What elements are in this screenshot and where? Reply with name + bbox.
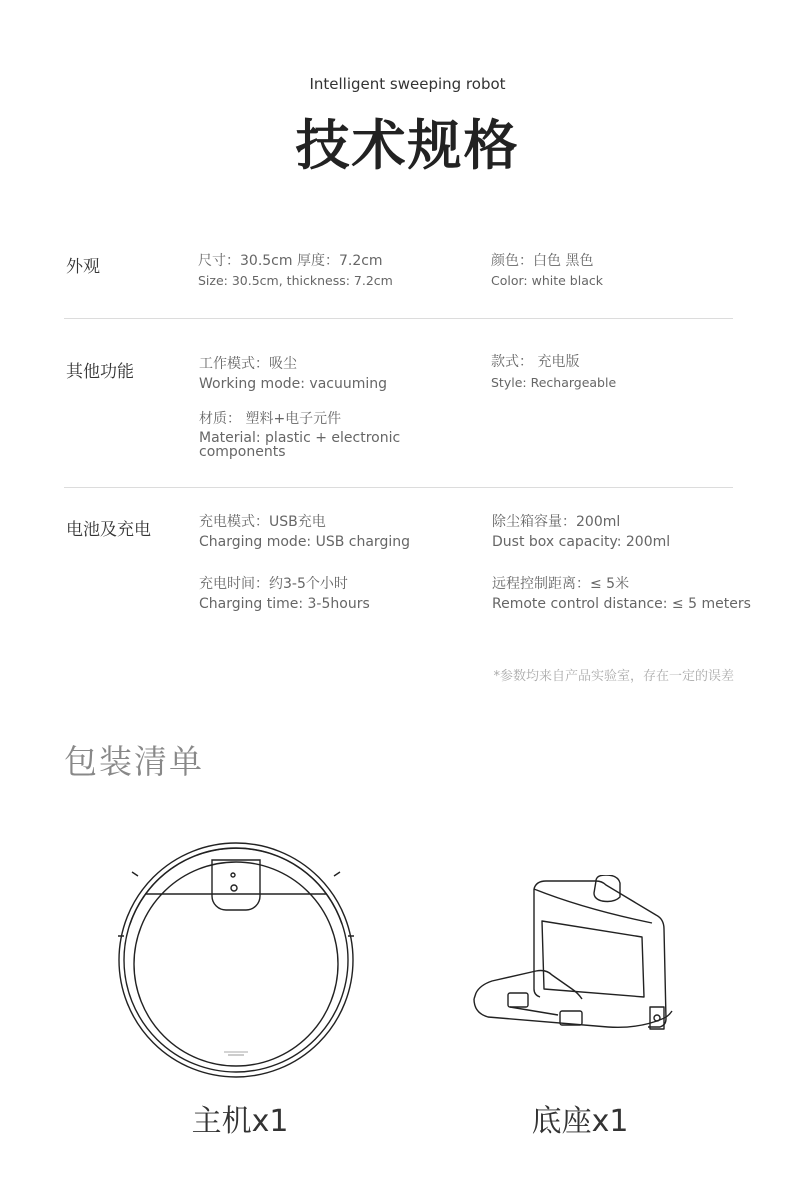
spec-charging-mode bbox=[199, 514, 410, 550]
spec-material-cn: 材质： 塑料+电子元件 bbox=[199, 411, 342, 427]
spec-style-en: Style: Rechargeable bbox=[491, 375, 617, 390]
divider bbox=[64, 318, 733, 319]
spec-size bbox=[198, 253, 393, 289]
spec-dust-box bbox=[492, 514, 670, 550]
spec-working-mode bbox=[199, 356, 429, 392]
spec-remote-distance-cn: 远程控制距离：≤ 5米 bbox=[492, 576, 630, 592]
packing-item-dock: 底座x1 bbox=[531, 1104, 629, 1139]
spec-size-cn: 尺寸：30.5cm 厚度：7.2cm bbox=[198, 253, 383, 269]
divider bbox=[64, 487, 733, 488]
spec-working-mode-cn: 工作模式：吸尘 bbox=[199, 356, 297, 372]
spec-charging-time bbox=[199, 576, 370, 612]
spec-working-mode-en: Working mode: vacuuming bbox=[199, 376, 388, 392]
spec-charging-time-cn: 充电时间：约3-5个小时 bbox=[199, 576, 348, 592]
charging-dock-icon bbox=[470, 875, 682, 1045]
packing-item-robot: 主机x1 bbox=[191, 1104, 289, 1139]
robot-vacuum-icon bbox=[112, 840, 360, 1080]
disclaimer-note: *参数均来自产品实验室，存在一定的误差 bbox=[493, 669, 734, 684]
section-title-functions: 其他功能 bbox=[66, 362, 134, 382]
spec-charging-mode-cn: 充电模式：USB充电 bbox=[199, 514, 326, 530]
spec-material-en: Material: plastic + electronic components bbox=[199, 430, 401, 460]
spec-color bbox=[491, 253, 603, 289]
section-title-appearance: 外观 bbox=[66, 257, 100, 277]
spec-size-en: Size: 30.5cm, thickness: 7.2cm bbox=[198, 273, 393, 288]
spec-style bbox=[491, 354, 616, 391]
packing-list-title: 包装清单 bbox=[64, 742, 204, 781]
spec-dust-box-cn: 除尘箱容量：200ml bbox=[492, 514, 621, 530]
spec-remote-distance-en: Remote control distance: ≤ 5 meters bbox=[492, 596, 751, 612]
spec-material bbox=[199, 411, 414, 459]
spec-dust-box-en: Dust box capacity: 200ml bbox=[492, 534, 671, 550]
page-title: 技术规格 bbox=[295, 114, 520, 177]
spec-color-en: Color: white black bbox=[491, 273, 603, 288]
header-subtitle: Intelligent sweeping robot bbox=[309, 75, 506, 93]
spec-remote-distance bbox=[492, 576, 751, 612]
spec-style-cn: 款式： 充电版 bbox=[491, 354, 580, 370]
spec-color-cn: 颜色：白色 黑色 bbox=[491, 253, 594, 269]
section-title-battery: 电池及充电 bbox=[66, 520, 151, 540]
spec-charging-time-en: Charging time: 3-5hours bbox=[199, 596, 370, 612]
spec-charging-mode-en: Charging mode: USB charging bbox=[199, 534, 410, 550]
